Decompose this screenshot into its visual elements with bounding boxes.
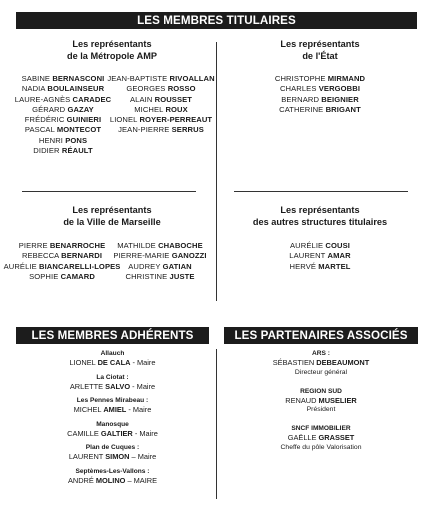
member-last-name: ROUX <box>165 104 188 114</box>
adherent-place: Manosque <box>96 420 129 428</box>
adherent-role: - Maire <box>130 381 156 391</box>
member-last-name: GATIAN <box>162 261 192 271</box>
member-last-name: MARTEL <box>318 261 351 271</box>
member-last-name: VERGOBBI <box>318 84 361 94</box>
partenaire-last-name: MUSELIER <box>318 395 357 405</box>
adherent-last-name: SALVO <box>105 381 131 391</box>
adherent-entry <box>16 467 209 486</box>
member-first-name: DIDIER <box>33 146 60 156</box>
member-entry <box>281 95 359 105</box>
vertical-divider-bottom <box>216 349 217 499</box>
member-last-name: BOULAINSEUR <box>47 84 105 94</box>
member-last-name: CAMARD <box>60 271 95 281</box>
member-entry <box>29 272 95 282</box>
member-entry <box>22 251 102 261</box>
partenaire-org: REGION SUD <box>300 387 342 395</box>
adherent-first-name: ANDRÉ <box>67 475 94 485</box>
member-first-name: LAURE-AGNÈS <box>14 94 71 104</box>
member-first-name: CATHERINE <box>279 104 324 114</box>
partenaire-role: Directeur général <box>294 368 348 376</box>
partenaire-entry <box>224 424 418 452</box>
adherent-place: Plan de Cuques : <box>85 444 140 451</box>
member-entry <box>280 84 360 94</box>
member-entry <box>25 125 101 135</box>
member-first-name: AUDREY <box>128 261 161 271</box>
member-first-name: PIERRE-MARIE <box>113 251 170 261</box>
member-first-name: SABINE <box>21 74 51 83</box>
partenaire-role: Président <box>306 406 336 413</box>
member-entry <box>289 251 350 261</box>
member-first-name: ALAIN <box>129 94 153 104</box>
member-entry <box>279 105 361 115</box>
member-first-name: MATHILDE <box>117 241 156 250</box>
adherent-last-name: MOLINO <box>95 475 126 485</box>
partenaire-entry <box>224 349 418 377</box>
partenaire-entry <box>224 387 418 415</box>
member-last-name: RIVOALLAN <box>169 74 215 83</box>
adherent-last-name: DE CALA <box>97 358 131 367</box>
member-first-name: LIONEL <box>109 115 138 125</box>
metropole-title <box>14 38 210 62</box>
member-last-name: BIANCARELLI-LOPES <box>39 261 121 271</box>
member-last-name: PONS <box>65 135 88 145</box>
member-entry <box>4 262 121 272</box>
member-first-name: CHARLES <box>279 84 317 94</box>
member-entry <box>290 241 350 251</box>
adherent-entry <box>16 396 209 415</box>
adherent-role: - Maire <box>130 358 156 367</box>
marseille-title <box>14 204 210 228</box>
adherent-role: – MAIRE <box>125 475 158 485</box>
metropole-right-column <box>107 74 215 156</box>
member-last-name: GAZAY <box>67 104 94 114</box>
member-last-name: SERRUS <box>171 125 204 135</box>
vertical-divider-top <box>216 42 217 301</box>
member-first-name: AURÉLIE <box>3 261 37 271</box>
adherent-place: Septèmes-Les-Vallons : <box>75 467 150 475</box>
partenaire-org: ARS : <box>312 350 330 357</box>
member-entry <box>113 251 206 261</box>
marseille-title-line1: Les représentants <box>72 205 152 215</box>
marseille-left-column <box>3 241 121 282</box>
adherent-last-name: SIMON <box>105 452 130 461</box>
adherent-first-name: CAMILLE <box>67 428 99 438</box>
adherents-banner: LES MEMBRES ADHÉRENTS <box>16 327 209 344</box>
adherent-entry <box>16 443 209 462</box>
member-last-name: ROUSSET <box>154 94 193 104</box>
member-last-name: MIRMAND <box>327 74 366 83</box>
member-first-name: GEORGES <box>126 84 166 94</box>
autres-title <box>222 204 418 228</box>
horizontal-divider-right <box>234 191 408 192</box>
member-last-name: COUSI <box>325 241 350 250</box>
member-first-name: SOPHIE <box>29 271 59 281</box>
member-first-name: HERVÉ <box>289 261 317 271</box>
member-entry <box>19 241 106 251</box>
member-first-name: LAURENT <box>289 251 326 261</box>
member-entry <box>32 105 94 115</box>
adherent-place: Allauch <box>100 350 125 357</box>
marseille-right-column <box>110 241 210 282</box>
metropole-title-line2: de la Métropole AMP <box>66 51 157 61</box>
metropole-section <box>14 38 215 188</box>
adherent-first-name: ARLETTE <box>69 381 104 391</box>
member-first-name: CHRISTINE <box>125 271 168 281</box>
horizontal-divider-left <box>22 191 196 192</box>
partenaire-first-name: SÉBASTIEN <box>272 358 315 367</box>
member-last-name: BERNASCONI <box>52 74 105 83</box>
member-first-name: MICHEL <box>134 104 164 114</box>
member-entry <box>110 115 212 125</box>
member-entry <box>107 74 214 84</box>
autres-list <box>222 241 418 272</box>
adherent-role: - Maire <box>132 428 158 438</box>
member-entry <box>275 74 365 84</box>
member-first-name: BERNARD <box>281 94 320 104</box>
member-last-name: AMAR <box>327 251 351 261</box>
adherent-entry <box>16 420 209 439</box>
member-entry <box>33 146 92 156</box>
adherent-role: - Maire <box>126 405 152 414</box>
adherents-list <box>16 349 209 490</box>
marseille-title-line2: de la Ville de Marseille <box>63 217 161 227</box>
etat-title-line1: Les représentants <box>280 39 360 49</box>
adherent-first-name: LAURENT <box>68 452 104 461</box>
member-first-name: GÉRARD <box>32 104 66 114</box>
partenaires-list <box>224 349 418 462</box>
member-entry <box>130 95 192 105</box>
etat-title <box>222 38 418 62</box>
member-entry <box>22 74 105 84</box>
member-last-name: JUSTE <box>169 271 195 281</box>
member-last-name: ROSSO <box>167 84 196 94</box>
member-last-name: CARADEC <box>72 94 112 104</box>
member-entry <box>128 262 192 272</box>
etat-section <box>222 38 418 188</box>
partenaire-first-name: RENAUD <box>285 395 317 405</box>
etat-title-line2: de l'État <box>302 51 338 61</box>
adherent-role: – Maire <box>129 452 157 461</box>
adherent-entry <box>16 349 209 368</box>
metropole-left-column <box>14 74 112 156</box>
member-first-name: REBECCA <box>21 251 59 261</box>
member-entry <box>117 241 203 251</box>
member-entry <box>126 84 195 94</box>
partenaire-org: SNCF IMMOBILIER <box>291 425 351 432</box>
member-last-name: BERNARDI <box>61 251 103 261</box>
member-first-name: JEAN-BAPTISTE <box>107 74 168 83</box>
member-entry <box>39 136 87 146</box>
adherent-first-name: MICHEL <box>73 405 102 414</box>
marseille-section <box>3 204 210 304</box>
member-first-name: CHRISTOPHE <box>274 74 326 83</box>
adherent-entry <box>16 373 209 392</box>
member-last-name: GANOZZI <box>171 251 207 261</box>
adherent-place: Les Pennes Mirabeau : <box>76 397 149 404</box>
titulaires-banner: LES MEMBRES TITULAIRES <box>16 12 417 29</box>
member-first-name: JEAN-PIERRE <box>118 125 170 135</box>
member-last-name: ROYER-PERREAUT <box>139 115 213 125</box>
adherent-place: La Ciotat : <box>96 373 129 381</box>
partenaire-last-name: GRASSET <box>318 433 355 442</box>
adherent-last-name: GALTIER <box>100 428 133 438</box>
autres-title-line2: des autres structures titulaires <box>252 217 388 227</box>
member-first-name: AURÉLIE <box>290 241 324 250</box>
partenaire-first-name: GAËLLE <box>287 433 317 442</box>
partenaires-banner: LES PARTENAIRES ASSOCIÉS <box>224 327 418 344</box>
partenaire-last-name: DEBEAUMONT <box>316 358 370 367</box>
adherent-last-name: AMIEL <box>103 405 127 414</box>
member-entry <box>290 262 351 272</box>
member-last-name: BEIGNIER <box>321 94 359 104</box>
member-entry <box>15 95 111 105</box>
metropole-title-line1: Les représentants <box>72 39 152 49</box>
member-last-name: CHABOCHE <box>158 241 203 250</box>
member-first-name: FRÉDÉRIC <box>24 115 65 125</box>
member-entry <box>125 272 194 282</box>
etat-list <box>222 74 418 115</box>
partenaire-role: Cheffe du pôle Valorisation <box>280 443 362 451</box>
member-first-name: PIERRE <box>18 241 48 250</box>
member-last-name: RÉAULT <box>61 146 93 156</box>
adherent-first-name: LIONEL <box>69 358 96 367</box>
member-entry <box>134 105 188 115</box>
member-entry <box>22 84 104 94</box>
member-first-name: HENRI <box>38 135 63 145</box>
member-entry <box>25 115 101 125</box>
member-last-name: BRIGANT <box>325 104 361 114</box>
member-entry <box>118 125 204 135</box>
member-first-name: PASCAL <box>24 125 55 135</box>
autres-section <box>222 204 418 314</box>
member-last-name: BENARROCHE <box>49 241 106 250</box>
member-last-name: MONTECOT <box>56 125 102 135</box>
member-last-name: GUINIERI <box>66 115 102 125</box>
member-first-name: NADIA <box>21 84 46 94</box>
autres-title-line1: Les représentants <box>280 205 360 215</box>
